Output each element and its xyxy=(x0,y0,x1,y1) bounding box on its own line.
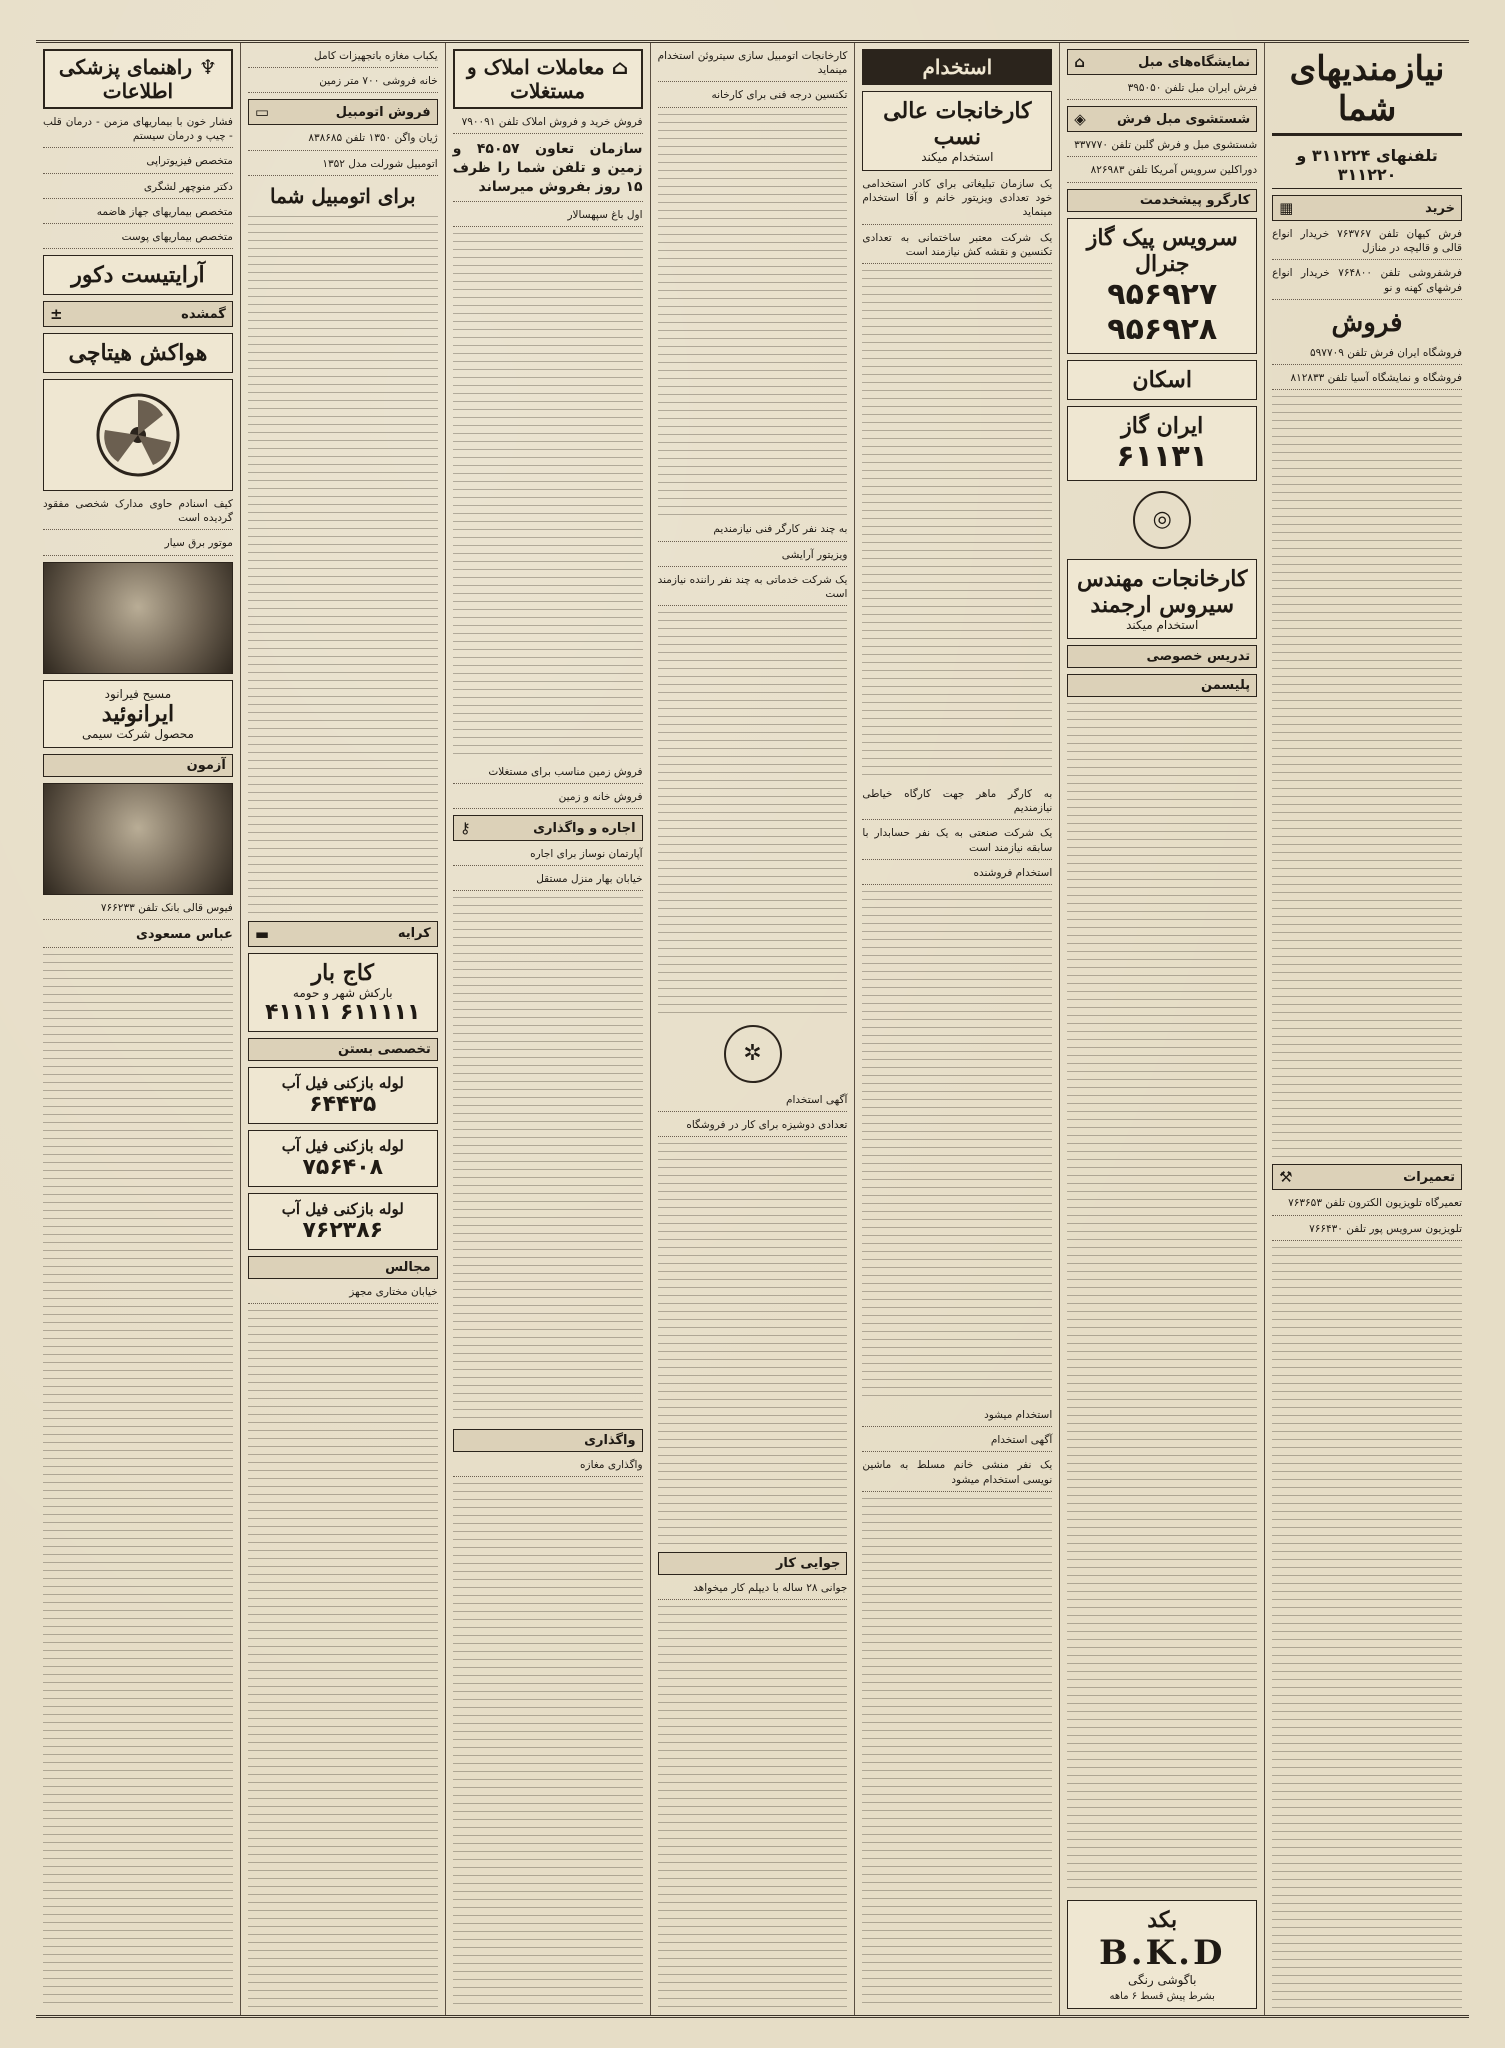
ad-item: دکتر منوچهر لشگری xyxy=(43,180,233,199)
section-header-events xyxy=(248,1256,438,1279)
ad-box-title: اسکان xyxy=(1132,366,1192,393)
ad-item: اتومبیل شورلت مدل ۱۳۵۲ xyxy=(248,157,438,176)
ad-box-arjmand xyxy=(1067,559,1257,639)
ad-item: متخصص بیماریهای پوست xyxy=(43,230,233,249)
ad-box-hitachi xyxy=(43,333,233,373)
ad-box-title: لوله بازکنی فیل آب xyxy=(281,1199,404,1218)
ad-item: فروشگاه و نمایشگاه آسیا تلفن ۸۱۲۸۳۳ xyxy=(1272,371,1462,390)
section-header-exam xyxy=(43,754,233,777)
section-header-building xyxy=(248,1038,438,1061)
section-label: نمایشگاه‌های مبل xyxy=(1138,54,1251,70)
sofa-icon: ⌂ xyxy=(1074,53,1086,71)
ad-item: فروش خرید و فروش املاک تلفن ۷۹۰۰۹۱ xyxy=(453,115,643,134)
ad-box-iran-gas xyxy=(1067,406,1257,481)
section-header-cleaning xyxy=(1067,106,1257,132)
ad-box-bkd xyxy=(1067,1900,1257,2009)
ad-item: فرشفروشی تلفن ۷۶۴۸۰۰ خریدار انواع فرشهای کهنه و نو xyxy=(1272,266,1462,299)
section-header-rental xyxy=(453,815,643,841)
ad-box-subtitle: استخدام میکند xyxy=(1126,617,1199,632)
ad-item: موتور برق سیار xyxy=(43,536,233,555)
medical-cup-icon: ♆ xyxy=(192,55,217,79)
ad-box-title: کاج بار xyxy=(311,959,375,986)
ad-item: فروشگاه ایران فرش تلفن ۵۹۷۷۰۹ xyxy=(1272,346,1462,365)
ad-item: خیابان مختاری مجهز xyxy=(248,1285,438,1304)
section-header-repairs xyxy=(1272,1164,1462,1190)
ad-item: فروش زمین مناسب برای مستغلات xyxy=(453,765,643,784)
section-title-sale: فروش xyxy=(1331,307,1403,338)
ad-box-pipe-3 xyxy=(248,1193,438,1250)
ad-box-phone: ۴۱۱۱۱ ۶۱۱۱۱۱ xyxy=(265,999,421,1025)
plus-minus-icon: ± xyxy=(49,305,63,324)
section-header-rent xyxy=(248,921,438,947)
section-masthead-real-estate xyxy=(453,49,643,109)
ad-box-phone: ۶۴۴۳۵ xyxy=(309,1091,377,1117)
masthead: نیازمندیهای شما xyxy=(1272,49,1462,136)
ad-item: آپارتمان نوساز برای اجاره xyxy=(453,847,643,866)
ad-item: فشار خون با بیماریهای مزمن - درمان قلب - چیپ و درمان سیستم xyxy=(43,115,233,148)
text-block xyxy=(658,1606,848,2009)
text-block xyxy=(1272,396,1462,1158)
ad-box-title: آرایتیست دکور xyxy=(71,262,205,289)
text-block xyxy=(1272,1247,1462,2009)
section-label: فروش اتومبیل xyxy=(335,104,431,120)
ad-box-kaj-bar xyxy=(248,953,438,1032)
ad-box-title: کارخانجات مهندس سیروس ارجمند xyxy=(1076,565,1248,618)
ad-item: تعمیرگاه تلویزیون الکترون تلفن ۷۶۳۶۵۳ xyxy=(1272,1196,1462,1215)
section-label: کارگرو پیشخدمت xyxy=(1139,192,1251,208)
ad-item: یک شرکت صنعتی به یک نفر حسابدار با سابقه نیازمند است xyxy=(862,826,1052,859)
ad-item: واگذاری مغازه xyxy=(453,1458,643,1477)
ad-item: اول باغ سپهسالار xyxy=(453,208,643,227)
text-block xyxy=(43,954,233,2009)
ad-box-subtitle: استخدام میکند xyxy=(921,150,994,164)
ad-item: جوانی ۲۸ ساله با دیپلم کار میخواهد xyxy=(658,1581,848,1600)
ad-item: یک شرکت خدماتی به چند نفر راننده نیازمند است xyxy=(658,573,848,606)
text-block xyxy=(248,216,438,915)
ad-box-footer: بشرط پیش قسط ۶ ماهه xyxy=(1109,1991,1215,2002)
section-label: جوایی کار xyxy=(775,1556,841,1572)
ad-item: سازمان تعاون ۴۵۰۵۷ و زمین و تلفن شما را ظرف ۱۵ روز بفروش میرساند xyxy=(453,140,643,202)
section-title-for-your-car: برای اتومبیل شما xyxy=(270,183,416,208)
ad-box-title: بکد xyxy=(1147,1907,1178,1933)
house-icon: ⌂ xyxy=(604,55,629,79)
ad-item: خیابان بهار منزل مستقل xyxy=(453,872,643,891)
section-label: تدریس خصوصی xyxy=(1146,648,1251,664)
column-employment xyxy=(854,43,1059,2015)
section-header-police xyxy=(1067,674,1257,697)
ad-box-subtitle: بارکش شهر و حومه xyxy=(292,985,393,1000)
section-label: اجاره و واگذاری xyxy=(533,820,636,836)
column-autos xyxy=(240,43,445,2015)
section-header-workers xyxy=(1067,189,1257,212)
ad-item: یک نفر منشی خانم مسلط به ماشین نویسی استخدام میشود xyxy=(862,1458,1052,1491)
text-block xyxy=(453,1483,643,2009)
section-label: آزمون xyxy=(186,757,226,773)
ad-item: ویزیتور آرایشی xyxy=(658,548,848,567)
section-header-transfer xyxy=(453,1429,643,1452)
ad-box-title: لوله بازکنی فیل آب xyxy=(281,1136,404,1155)
column-medical xyxy=(36,43,240,2015)
column-classifieds xyxy=(1264,43,1469,2015)
section-label: معاملات املاک و مستغلات xyxy=(466,55,605,103)
fan-image-icon xyxy=(43,379,233,491)
ad-item: متخصص بیماریهای جهاز هاضمه xyxy=(43,205,233,224)
ad-box-phone: ۶۱۱۳۱ xyxy=(1116,438,1208,474)
ad-item: عباس مسعودی xyxy=(43,926,233,949)
ad-item: یک شرکت معتبر ساختمانی به تعدادی تکنسین و نقشه کش نیازمند است xyxy=(862,231,1052,264)
drop-icon: ◈ xyxy=(1074,110,1086,129)
section-header-lost xyxy=(43,301,233,327)
ad-item: به کارگر ماهر جهت کارگاه خیاطی نیازمندیم xyxy=(862,787,1052,820)
ad-item: استخدام فروشنده xyxy=(862,866,1052,885)
ad-box-pipe-2 xyxy=(248,1130,438,1187)
section-label: شستشوی مبل فرش xyxy=(1116,111,1251,127)
ad-box-brand: ایرانوئید xyxy=(101,700,175,727)
section-header-tutoring xyxy=(1067,645,1257,668)
ad-box-phone: ۷۵۶۴۰۸ xyxy=(302,1154,384,1180)
phone-numbers: تلفنهای ۳۱۱۲۲۴ و ۳۱۱۲۲۰ xyxy=(1272,142,1462,189)
section-label: خرید xyxy=(1425,200,1455,216)
text-block xyxy=(248,1310,438,2009)
ad-item: به چند نفر کارگر فنی نیازمندیم xyxy=(658,522,848,541)
section-label: واگذاری xyxy=(584,1433,636,1449)
ad-item: ژیان واگن ۱۳۵۰ تلفن ۸۳۸۶۸۵ xyxy=(248,131,438,150)
text-block xyxy=(862,1498,1052,2009)
portrait-photo xyxy=(43,562,233,674)
ad-item: فروش خانه و زمین xyxy=(453,790,643,809)
text-block xyxy=(862,270,1052,781)
section-label: گمشده xyxy=(181,306,226,322)
ad-item: فیوس قالی بانک تلفن ۷۶۶۲۳۳ xyxy=(43,901,233,920)
text-block xyxy=(658,1143,848,1546)
ad-box-title: لوله بازکنی فیل آب xyxy=(281,1073,404,1092)
ad-box-title: هواکش هیتاچی xyxy=(68,340,208,367)
ad-box-title: ایران گاز xyxy=(1121,412,1204,439)
ad-item: یک سازمان تبلیغاتی برای کادر استخدامی خود تعدادی ویزیتور خانم و آقا استخدام مینماید xyxy=(862,177,1052,225)
section-header-buy xyxy=(1272,195,1462,221)
column-real-estate xyxy=(445,43,650,2015)
text-block xyxy=(862,891,1052,1402)
portrait-photo xyxy=(43,783,233,895)
section-label: مجالس xyxy=(385,1259,431,1275)
ad-box-brand: B.K.D xyxy=(1098,1933,1226,1973)
ad-item: کیف اسنادم حاوی مدارک شخصی مفقود گردیده است xyxy=(43,497,233,530)
gear-logo-icon: ✲ xyxy=(724,1025,782,1083)
section-masthead-employment: استخدام xyxy=(862,49,1052,85)
ad-item: فرش ایران مبل تلفن ۳۹۵۰۵۰ xyxy=(1067,81,1257,100)
column-grid xyxy=(36,40,1469,2018)
ad-box-subtitle: باگوشی رنگی xyxy=(1127,1973,1197,1987)
column-employment-2 xyxy=(650,43,855,2015)
text-block xyxy=(453,233,643,759)
column-services xyxy=(1059,43,1264,2015)
company-logo-icon: ◎ xyxy=(1133,491,1191,549)
ad-item: آگهی استخدام xyxy=(862,1433,1052,1452)
section-label: تخصصی بستن xyxy=(338,1041,431,1057)
ad-item: دوراکلین سرویس آمریکا تلفن ۸۲۶۹۸۳ xyxy=(1067,163,1257,182)
section-header-furniture xyxy=(1067,49,1257,75)
ad-box-pipe-1 xyxy=(248,1067,438,1124)
ad-box-decor xyxy=(43,255,233,295)
text-block xyxy=(658,114,848,517)
ad-box-phone: ۷۶۲۳۸۶ xyxy=(302,1217,384,1243)
section-label: تعمیرات xyxy=(1403,1169,1455,1185)
text-block xyxy=(658,612,848,1015)
ad-item: کارخانجات اتومبیل سازی سیتروئن استخدام مینماید xyxy=(658,49,848,82)
text-block xyxy=(1067,703,1257,1894)
fan-icon xyxy=(93,390,183,480)
ad-item: تلویزیون سرویس پور تلفن ۷۶۶۴۳۰ xyxy=(1272,1222,1462,1241)
ad-box-general-gas xyxy=(1067,218,1257,354)
ad-item: تعدادی دوشیزه برای کار در فروشگاه xyxy=(658,1118,848,1137)
ad-item: تکنسین درجه فنی برای کارخانه xyxy=(658,88,848,107)
ad-box-phone: ۹۵۶۹۲۷ ۹۵۶۹۲۸ xyxy=(1107,276,1218,347)
rug-icon: ▦ xyxy=(1279,199,1294,217)
car-icon: ▭ xyxy=(254,103,270,122)
ad-box-alinasab xyxy=(862,91,1052,171)
ad-box-askan xyxy=(1067,360,1257,400)
wrench-icon: ⚒ xyxy=(1279,1168,1293,1187)
key-icon: ⚷ xyxy=(459,819,471,838)
ad-item: خانه فروشی ۷۰۰ متر زمین xyxy=(248,74,438,93)
truck-icon: ▬ xyxy=(254,924,270,943)
ad-item: استخدام میشود xyxy=(862,1408,1052,1427)
ad-box-subtitle: محصول شرکت سیمی xyxy=(81,726,194,741)
section-masthead-medical xyxy=(43,49,233,109)
section-header-job-seekers xyxy=(658,1552,848,1575)
ad-box-iranoid xyxy=(43,680,233,748)
ad-box-title: کارخانجات عالی نسب xyxy=(883,98,1032,150)
text-block xyxy=(453,897,643,1423)
ad-item: یکباب مغازه باتجهیزات کامل xyxy=(248,49,438,68)
ad-item: فرش کیهان تلفن ۷۶۳۷۶۷ خریدار انواع قالی و قالیچه در منازل xyxy=(1272,227,1462,260)
section-label: کرایه xyxy=(397,926,431,942)
ad-item: آگهی استخدام xyxy=(658,1093,848,1112)
section-label: پلیسمن xyxy=(1201,677,1251,693)
ad-item: شستشوی مبل و فرش گلبن تلفن ۳۳۷۷۷۰ xyxy=(1067,138,1257,157)
section-label: راهنمای پزشکی اطلاعات xyxy=(58,55,193,103)
ad-box-title: مسیح فیرانود xyxy=(104,686,172,701)
section-header-car-sale xyxy=(248,99,438,125)
ad-item: متخصص فیزیوتراپی xyxy=(43,154,233,173)
ad-box-title: سرویس پیک گاز جنرال xyxy=(1086,224,1238,277)
